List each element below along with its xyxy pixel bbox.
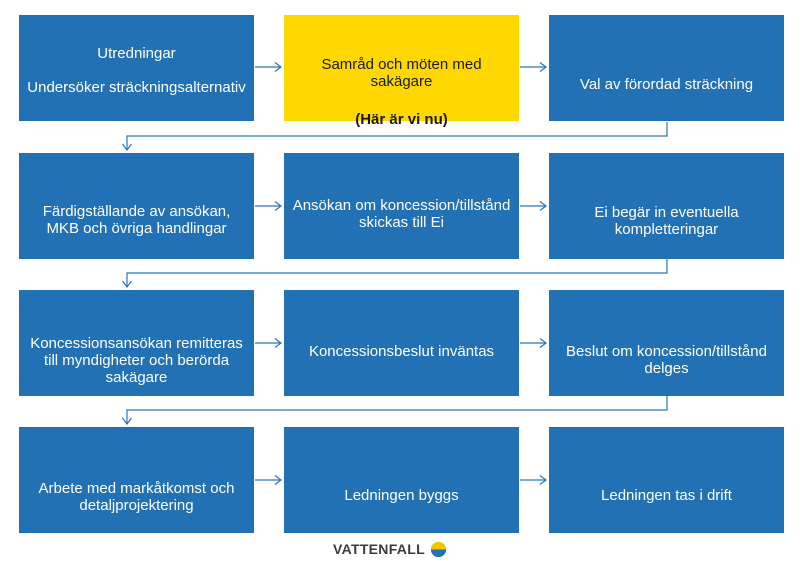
arrow-1-2 (255, 63, 281, 72)
step-ei-label: Ei begär in eventuella kompletteringar (594, 204, 739, 238)
step-ansokan-label: Ansökan om koncession/tillstånd skickas till Ei (292, 197, 511, 231)
step-utredningar-label: Utredningar Undersöker sträckningsalternativ (27, 45, 246, 96)
step-remitteras-label: Koncessionsansökan remitteras till myndigheter och berörda sakägare (30, 335, 243, 386)
arrow-10-11 (255, 476, 281, 485)
vattenfall-logo-icon (430, 541, 447, 558)
vattenfall-logo (333, 538, 447, 560)
arrow-8-9 (520, 339, 546, 348)
arrow-wrap-row2 (123, 259, 668, 287)
step-delges-label: Beslut om koncession/tillstånd delges (566, 343, 767, 377)
arrow-2-3 (520, 63, 546, 72)
arrow-7-8 (255, 339, 281, 348)
current-stage-marker: (Här är vi nu) (355, 111, 448, 128)
step-invantas-label: Koncessionsbeslut inväntas (308, 343, 495, 360)
step-fardigstallande-label: Färdigställande av ansökan, MKB och övriga handlingar (42, 203, 231, 237)
arrow-4-5 (255, 202, 281, 211)
step-samrad-label: Samråd och möten med sakägare (321, 56, 482, 90)
step-markatkomst-label: Arbete med markåtkomst och detaljprojektering (38, 480, 235, 514)
arrow-11-12 (520, 476, 546, 485)
arrow-wrap-row3 (123, 396, 668, 424)
arrow-wrap-row1 (123, 122, 668, 150)
arrow-5-6 (520, 202, 546, 211)
logo-text: VATTENFALL (333, 541, 425, 557)
step-drift-label: Ledningen tas i drift (601, 487, 732, 504)
step-byggs-label: Ledningen byggs (344, 487, 459, 504)
step-val-label: Val av förordad sträckning (579, 76, 754, 93)
